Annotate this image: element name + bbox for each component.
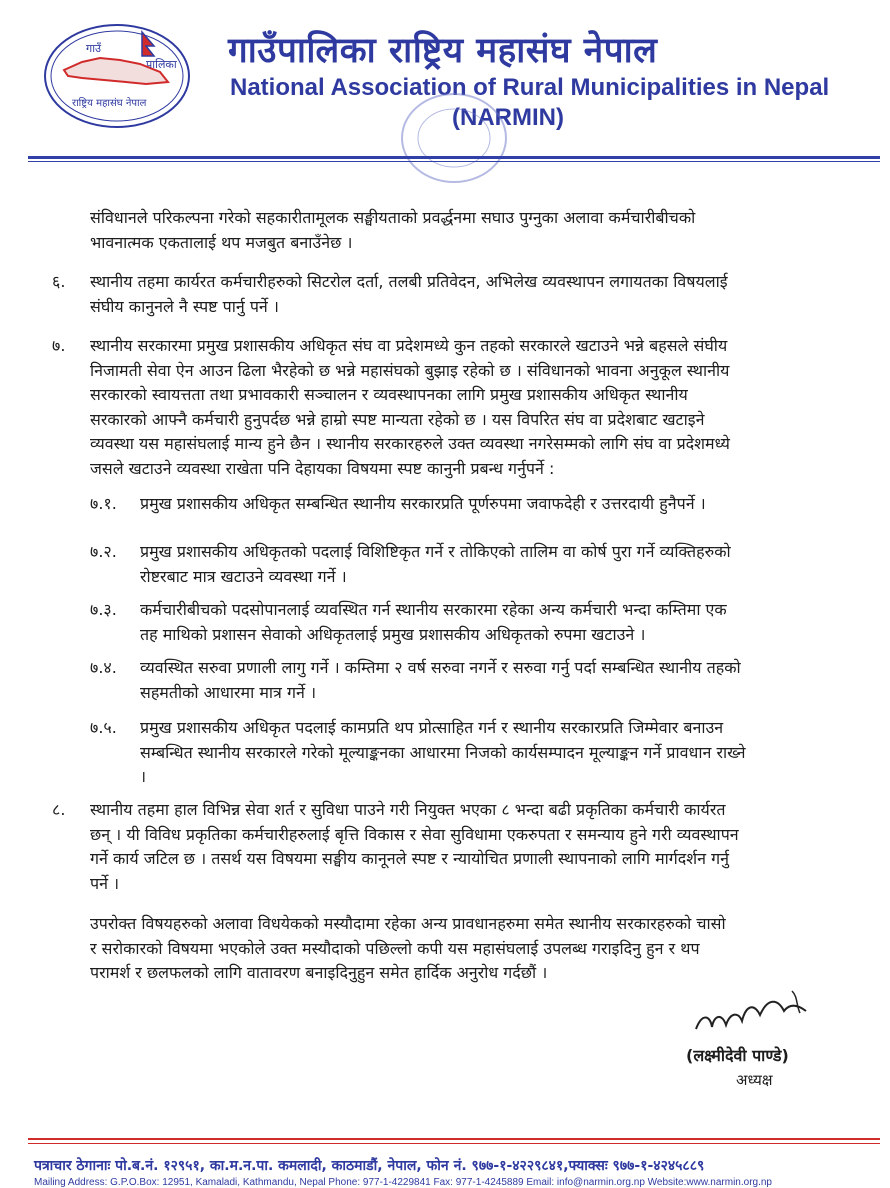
- paragraph-line: व्यवस्थित सरुवा प्रणाली लागु गर्ने । कम्तिमा २ वर्ष सरुवा नगर्ने र सरुवा गर्नु पर्दा सम्बन्धित स्थानीय तहको: [140, 658, 741, 677]
- paragraph-line: निजामती सेवा ऐन आउन ढिला भैरहेको छ भन्ने महासंघको बुझाइ रहेको छ । संविधानको भावना अनुकूल स्थानीय: [90, 360, 730, 380]
- paragraph: [140, 540, 862, 589]
- paragraph: [90, 270, 862, 319]
- paragraph-line: रोष्टरबाट मात्र खटाउने व्यवस्था गर्ने ।: [140, 566, 347, 586]
- paragraph: [90, 798, 862, 896]
- footer-address-nepali: पत्राचार ठेगानाः पो.ब.नं. १२९५१, का.म.न.पा. कमलादी, काठमाडौं, नेपाल, फोन नं. ९७७-१-४२२९८४१,फ्याक्सः ९७७-१-४२४५८८९: [34, 1158, 705, 1174]
- footer-rule-thin: [28, 1143, 880, 1144]
- paragraph-line: स्थानीय सरकारमा प्रमुख प्रशासकीय अधिकृत संघ वा प्रदेशमध्ये कुन तहको सरकारले खटाउने भन्ने बहसले संघीय: [90, 336, 728, 355]
- narmin-logo: [42, 22, 192, 130]
- org-title-nepali: गाउँपालिका राष्ट्रिय महासंघ नेपाल: [228, 31, 658, 71]
- footer-rule: [28, 1138, 880, 1140]
- org-abbreviation: (NARMIN): [452, 104, 564, 131]
- paragraph-number: ७.३.: [90, 600, 117, 619]
- paragraph-line: संविधानले परिकल्पना गरेको सहकारीतामूलक सङ्घीयताको प्रवर्द्धनमा सघाउ पुग्नुका अलावा कर्मचारीबीचको: [90, 208, 696, 227]
- paragraph-line: स्थानीय तहमा हाल विभिन्न सेवा शर्त र सुविधा पाउने गरी नियुक्त भएका ८ भन्दा बढी प्रकृतिका कर्मचारी कार्यरत: [90, 800, 726, 819]
- paragraph-line: प्रमुख प्रशासकीय अधिकृतको पदलाई विशिष्टिकृत गर्ने र तोकिएको तालिम वा कोर्ष पुरा गर्ने व्यक्तिहरुको: [140, 542, 731, 561]
- header-rule: [28, 156, 880, 159]
- paragraph-number: ७.५.: [90, 718, 117, 737]
- paragraph-line: व्यवस्था यस महासंघलाई मान्य हुने छैन । स्थानीय सरकारहरुले उक्त व्यवस्था नगरेसम्मको लागि संघ वा प्रदेशमध्ये: [90, 434, 730, 453]
- paragraph: [140, 598, 862, 647]
- paragraph: [140, 656, 862, 705]
- paragraph-number: ६.: [52, 272, 66, 291]
- paragraph-line: संघीय कानुनले नै स्पष्ट पार्नु पर्ने ।: [90, 296, 279, 316]
- paragraph-line: उपरोक्त विषयहरुको अलावा विधयेकको मस्यौदामा रहेका अन्य प्रावधानहरुमा समेत स्थानीय सरकारहरुको चासो: [90, 914, 726, 933]
- svg-text:गाउँ: गाउँ: [86, 42, 102, 55]
- paragraph: [140, 492, 862, 517]
- svg-text:पालिका: पालिका: [146, 58, 177, 71]
- paragraph-line: प्रमुख प्रशासकीय अधिकृत सम्बन्धित स्थानीय सरकारप्रति पूर्णरुपमा जवाफदेही र उत्तरदायी हुनैपर्ने ।: [140, 494, 706, 513]
- signer-role: अध्यक्ष: [736, 1071, 773, 1089]
- paragraph-line: प्रमुख प्रशासकीय अधिकृत पदलाई कामप्रति थप प्रोत्साहित गर्न र स्थानीय सरकारप्रति जिम्मेवार बनाउन: [140, 718, 724, 737]
- paragraph: [140, 716, 862, 790]
- org-title-english: National Association of Rural Municipalities in Nepal: [230, 74, 830, 101]
- paragraph-line: स्थानीय तहमा कार्यरत कर्मचारीहरुको सिटरोल दर्ता, तलबी प्रतिवेदन, अभिलेख व्यवस्थापन लगायतका विषयलाई: [90, 272, 728, 291]
- paragraph-line: गर्ने कार्य जटिल छ । तसर्थ यस विषयमा सङ्घीय कानूनले स्पष्ट र न्यायोचित प्रणाली स्थापनाको लागि मार्गदर्शन गर्नु: [90, 849, 730, 868]
- paragraph: [90, 206, 862, 255]
- svg-text:राष्ट्रिय महासंघ नेपाल: राष्ट्रिय महासंघ नेपाल: [72, 98, 147, 109]
- paragraph-number: ७.१.: [90, 494, 117, 513]
- paragraph-line: सरकारको स्वायत्तता तथा प्रभावकारी सञ्चालन र व्यवस्थापनका लागि प्रमुख प्रशासकीय अधिकृत स्थानीय: [90, 385, 688, 404]
- paragraph-line: छन् । यी विविध प्रकृतिका कर्मचारीहरुलाई बृत्ति विकास र सेवा सुविधामा एकरुपता र समन्याय हुने गरी व्यवस्थापन: [90, 824, 739, 844]
- footer-address-english: Mailing Address: G.P.O.Box: 12951, Kamaladi, Kathmandu, Nepal Phone: 977-1-4229841 Fax: 977-1-4245889 Email: info@narmin.org.np Website:www.narmin.org.np: [34, 1177, 772, 1188]
- paragraph-line: तह माथिको प्रशासन सेवाको अधिकृतलाई प्रमुख प्रशासकीय अधिकृतको रुपमा खटाउने ।: [140, 624, 646, 644]
- paragraph-line: र सरोकारको विषयमा भएकोले उक्त मस्यौदाको पछिल्लो कपी यस महासंघलाई उपलब्ध गराइदिनु हुन र थप: [90, 938, 700, 958]
- signature-mark: [688, 985, 818, 1045]
- paragraph-line: सहमतीको आधारमा मात्र गर्ने ।: [140, 682, 317, 702]
- paragraph-number: ७.२.: [90, 542, 117, 561]
- paragraph-line: सरकारको आफ्नै कर्मचारी हुनुपर्दछ भन्ने हाम्रो स्पष्ट मान्यता रहेको छ । यस विपरित संघ वा प्रदेशबाट खटाइने: [90, 409, 705, 429]
- paragraph-line: पर्ने ।: [90, 873, 120, 893]
- paragraph-line: कर्मचारीबीचको पदसोपानलाई व्यवस्थित गर्न स्थानीय सरकारमा रहेका अन्य कर्मचारी भन्दा कम्तिमा एक: [140, 600, 727, 619]
- paragraph-number: ७.: [52, 336, 66, 355]
- paragraph-line: भावनात्मक एकतालाई थप मजबुत बनाउँनेछ ।: [90, 232, 353, 252]
- office-stamp: [398, 88, 510, 188]
- header-rule-thin: [28, 161, 880, 162]
- paragraph-line: परामर्श र छलफलको लागि वातावरण बनाइदिनुहुन समेत हार्दिक अनुरोध गर्दछौं ।: [90, 963, 548, 982]
- paragraph-number: ७.४.: [90, 658, 117, 677]
- paragraph-number: ८.: [52, 800, 66, 819]
- paragraph-line: सम्बन्धित स्थानीय सरकारले गरेको मूल्याङ्कनका आधारमा निजको कार्यसम्पादन मूल्याङ्कन गर्ने प्रावधान राख्ने: [140, 742, 746, 762]
- signer-name: (लक्ष्मीदेवी पाण्डे): [686, 1046, 789, 1065]
- paragraph-line: ।: [140, 767, 147, 786]
- paragraph: [90, 334, 862, 481]
- paragraph-line: जसले खटाउने व्यवस्था राखेता पनि देहायका विषयमा स्पष्ट कानुनी प्रबन्ध गर्नुपर्ने :: [90, 458, 555, 478]
- paragraph: [90, 912, 862, 986]
